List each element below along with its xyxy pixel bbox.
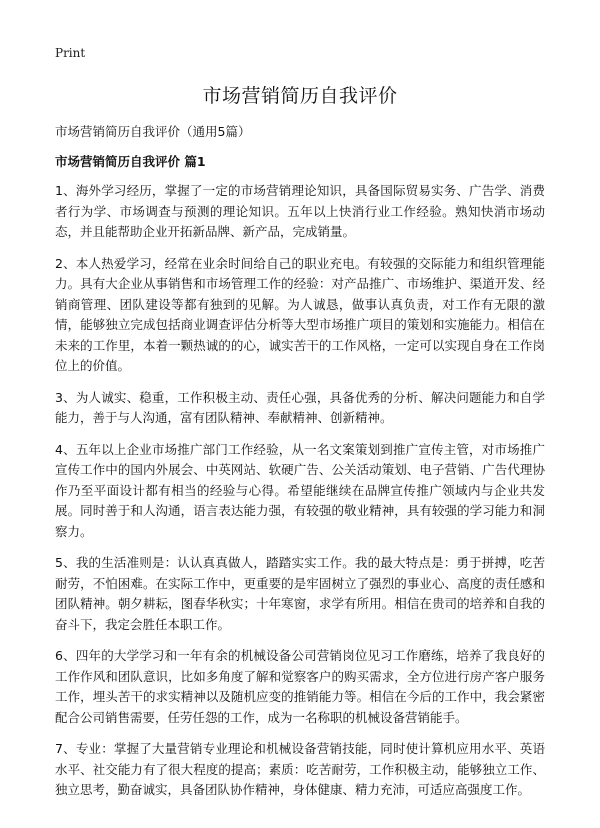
document-body <box>55 181 545 812</box>
paragraph-6: 6、四年的大学学习和一年有余的机械设备公司营销岗位见习工作磨练，培养了我良好的工作作风和团队意识，比如多角度了解和觉察客户的购买需求，全方位进行房产客户服务工作，埋头苦干的求实精神以及随机应变的推销能力等。相信在今后的工作中，我会紧密配合公司销售需要，任劳任怨的工作，成为一名称职的机械设备营销能手。 <box>55 648 545 725</box>
print-label[interactable]: Print <box>55 46 86 60</box>
page-title: 市场营销简历自我评价 <box>202 85 398 107</box>
document-subtitle: 市场营销简历自我评价（通用5篇） <box>55 124 251 139</box>
paragraph-5: 5、我的生活准则是：认认真真做人，踏踏实实工作。我的最大特点是：勇于拼搏，吃苦耐劳，不怕困难。在实际工作中，更重要的是牢固树立了强烈的事业心、高度的责任感和团队精神。朝夕耕耘，图春华秋实；十年寒窗，求学有所用。相信在贵司的培养和自我的奋斗下，我定会胜任本职工作。 <box>55 555 545 632</box>
paragraph-2: 2、本人热爱学习，经常在业余时间给自己的职业充电。有较强的交际能力和组织管理能力。具有大企业从事销售和市场管理工作的经验：对产品推广、市场维护、渠道开发、经销商管理、团队建设等都有独到的见解。为人诚恳，做事认真负责，对工作有无限的激情，能够独立完成包括商业调查评估分析等大型市场推广项目的策划和实施能力。相信在未来的工作里，本着一颗热诚的的心，诚实苦干的工作风格，一定可以实现自身在工作岗位上的价值。 <box>55 255 545 373</box>
paragraph-4: 4、五年以上企业市场推广部门工作经验，从一名文案策划到推广宣传主管，对市场推广宣传工作中的国内外展会、中英网站、软硬广告、公关活动策划、电子营销、广告代理协作乃至平面设计都有相当的经验与心得。希望能继续在品牌宣传推广领域内与企业共发展。同时善于和人沟通，语言表达能力强，有较强的敬业精神，具有较强的学习能力和洞察力。 <box>55 441 545 539</box>
paragraph-3: 3、为人诚实、稳重，工作积极主动、责任心强，具备优秀的分析、解决问题能力和自学能力，善于与人沟通，富有团队精神、奉献精神、创新精神。 <box>55 389 545 425</box>
section-heading: 市场营销简历自我评价 篇1 <box>55 154 206 169</box>
paragraph-1: 1、海外学习经历，掌握了一定的市场营销理论知识，具备国际贸易实务、广告学、消费者行为学、市场调查与预测的理论知识。五年以上快消行业工作经验。熟知快消市场动态，并且能帮助企业开拓新品牌、新产品，完成销量。 <box>55 183 545 239</box>
paragraph-7: 7、专业：掌握了大量营销专业理论和机械设备营销技能，同时使计算机应用水平、英语水平、社交能力有了很大程度的提高；素质：吃苦耐劳，工作积极主动，能够独立工作、独立思考，勤奋诚实，具备团队协作精神，身体健康、精力充沛，可适应高强度工作。 <box>55 741 545 797</box>
